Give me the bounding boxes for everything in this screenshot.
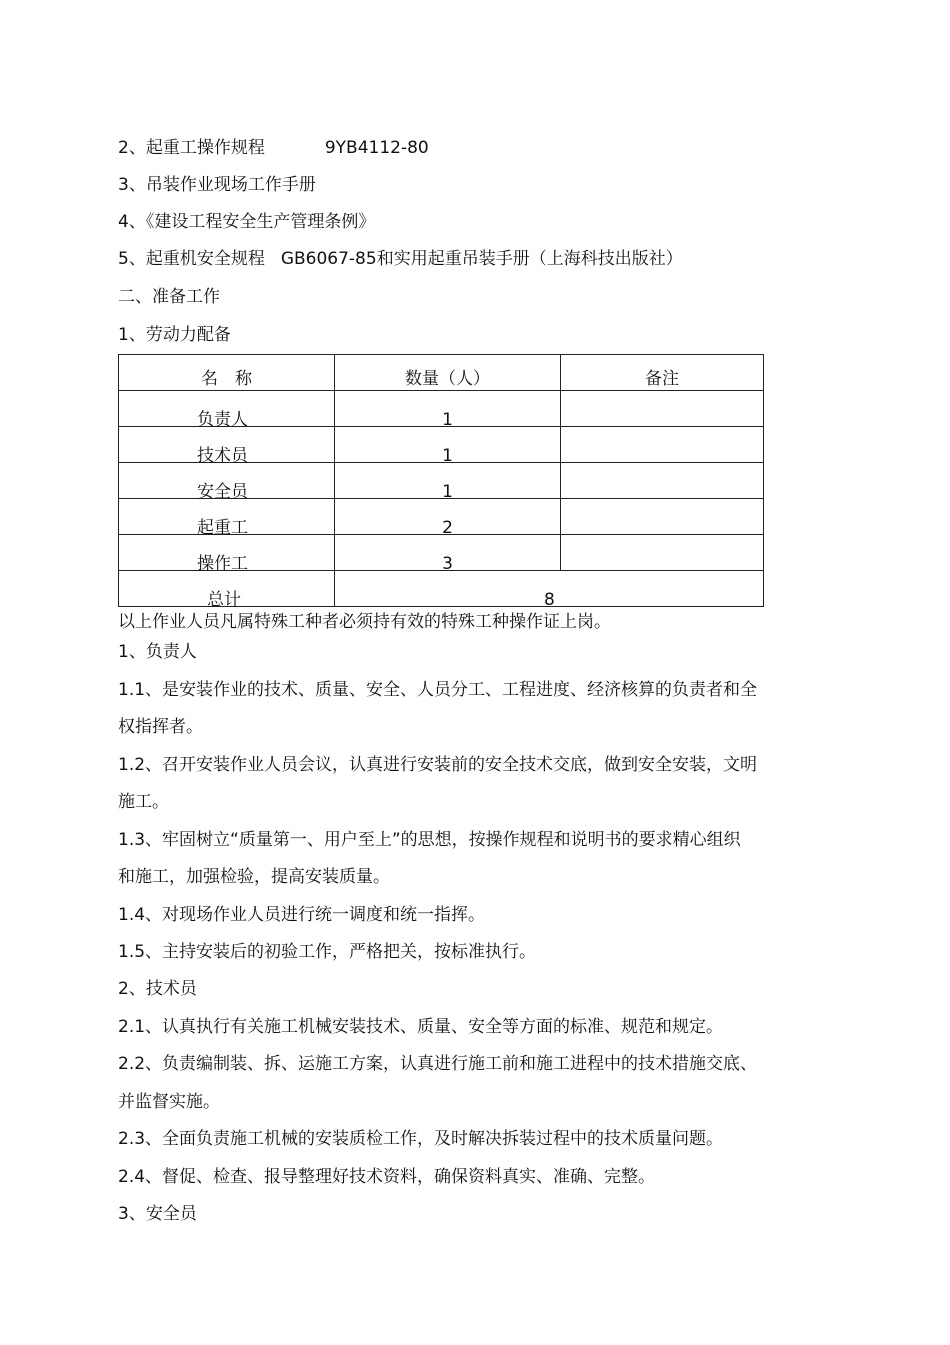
paragraph-1-5: 1.5、主持安装后的初验工作，严格把关，按标准执行。 xyxy=(118,942,537,962)
header-cell-qty: 数量（人） xyxy=(335,355,561,391)
row-qty: 3 xyxy=(335,535,561,571)
row-note xyxy=(561,391,764,427)
row-name: 操作工 xyxy=(119,535,335,571)
paragraph-1-3-line-1: 1.3、牢固树立“质量第一、用户至上”的思想，按操作规程和说明书的要求精心组织 xyxy=(118,830,741,850)
table-row xyxy=(119,535,764,571)
paragraph-2-3: 2.3、全面负责施工机械的安装质检工作，及时解决拆装过程中的技术质量问题。 xyxy=(118,1129,724,1149)
paragraph-1-3-line-2: 和施工，加强检验，提高安装质量。 xyxy=(118,867,390,887)
row-note xyxy=(561,463,764,499)
row-name: 负责人 xyxy=(119,391,335,427)
heading-person-in-charge: 1、负责人 xyxy=(118,642,197,662)
row-qty: 1 xyxy=(335,391,561,427)
paragraph-1-2-line-2: 施工。 xyxy=(118,792,169,812)
reference-5-label: 5、起重机安全规程 xyxy=(118,249,265,269)
table-row xyxy=(119,463,764,499)
header-cell-name: 名 称 xyxy=(119,355,335,391)
table-row xyxy=(119,391,764,427)
reference-2 xyxy=(118,137,429,159)
section-heading-preparation: 二、准备工作 xyxy=(118,287,220,307)
reference-2-code: 9YB4112-80 xyxy=(324,138,429,158)
labor-table xyxy=(118,354,764,610)
row-note xyxy=(561,427,764,463)
paragraph-1-1-line-2: 权指挥者。 xyxy=(118,717,203,737)
table-row xyxy=(119,427,764,463)
row-name: 安全员 xyxy=(119,463,335,499)
paragraph-2-4: 2.4、督促、检查、报导整理好技术资料，确保资料真实、准确、完整。 xyxy=(118,1167,656,1187)
heading-technician: 2、技术员 xyxy=(118,979,197,999)
paragraph-2-1: 2.1、认真执行有关施工机械安装技术、质量、安全等方面的标准、规范和规定。 xyxy=(118,1017,724,1037)
certification-note: 以上作业人员凡属特殊工种者必须持有效的特殊工种操作证上岗。 xyxy=(118,612,611,632)
row-qty: 1 xyxy=(335,463,561,499)
paragraph-1-4: 1.4、对现场作业人员进行统一调度和统一指挥。 xyxy=(118,905,486,925)
row-note xyxy=(561,535,764,571)
total-value-cell: 8 xyxy=(335,571,764,607)
subheading-labor: 1、劳动力配备 xyxy=(118,325,231,345)
heading-safety-officer: 3、安全员 xyxy=(118,1204,197,1224)
table-total-row xyxy=(119,571,764,607)
reference-5-rest: GB6067-85和实用起重吊装手册（上海科技出版社） xyxy=(280,249,683,269)
total-label-cell: 总计 xyxy=(119,571,335,607)
row-qty: 1 xyxy=(335,427,561,463)
paragraph-2-2-line-1: 2.2、负责编制装、拆、运施工方案，认真进行施工前和施工进程中的技术措施交底、 xyxy=(118,1054,758,1074)
row-note xyxy=(561,499,764,535)
reference-5 xyxy=(118,248,683,270)
reference-3: 3、吊装作业现场工作手册 xyxy=(118,175,316,195)
row-qty: 2 xyxy=(335,499,561,535)
paragraph-1-1-line-1: 1.1、是安装作业的技术、质量、安全、人员分工、工程进度、经济核算的负责者和全 xyxy=(118,680,758,700)
header-cell-note: 备注 xyxy=(561,355,764,391)
table-row xyxy=(119,499,764,535)
reference-2-label: 2、起重工操作规程 xyxy=(118,138,265,158)
paragraph-2-2-line-2: 并监督实施。 xyxy=(118,1092,220,1112)
row-name: 起重工 xyxy=(119,499,335,535)
paragraph-1-2-line-1: 1.2、召开安装作业人员会议，认真进行安装前的安全技术交底，做到安全安装，文明 xyxy=(118,755,758,775)
table-header-row xyxy=(119,355,764,391)
row-name: 技术员 xyxy=(119,427,335,463)
reference-4: 4、《建设工程安全生产管理条例》 xyxy=(118,212,376,232)
